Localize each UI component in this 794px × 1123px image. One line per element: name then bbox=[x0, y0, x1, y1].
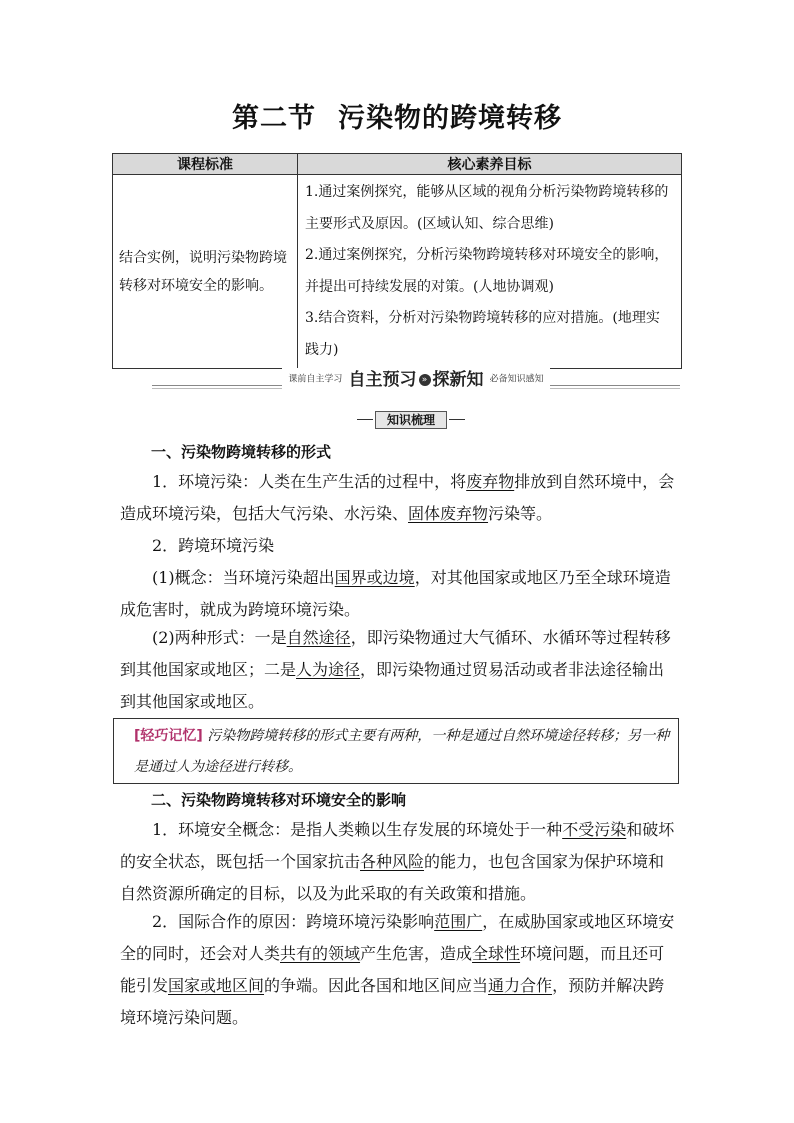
banner-left-caption: 课前自主学习 bbox=[288, 374, 343, 385]
paragraph-two-forms: (2)两种形式：一是自然途径，即污染物通过大气循环、水循环等过程转移到其他国家或地区；二是人为途径，即污染物通过贸易活动或者非法途径输出到其他国家或地区。 bbox=[120, 628, 671, 711]
literacy-item-3: 3.结合资料，分析对污染物跨境转移的应对措施。(地理实践力) bbox=[305, 310, 660, 358]
standard-cell: 结合实例，说明污染物跨境转移对环境安全的影响。 bbox=[113, 175, 298, 369]
banner-right-caption: 必备知识感知 bbox=[489, 374, 544, 385]
goals-table bbox=[112, 153, 682, 369]
memory-tip-text: 污染物跨境转移的形式主要有两种，一种是通过自然环境途径转移；另一种是通过人为途径进行转移。 bbox=[134, 728, 670, 775]
header-literacy: 核心素养目标 bbox=[298, 154, 682, 175]
paragraph-environment-security: 1．环境安全概念：是指人类赖以生存发展的环境处于一种不受污染和破坏的安全状态，既包括一个国家抗击各种风险的能力，也包含国家为保护环境和自然资源所确定的目标，以及为此采取的有关政策和措施。 bbox=[120, 820, 675, 903]
banner-title-1: 自主预习 bbox=[348, 369, 417, 390]
header-standard: 课程标准 bbox=[113, 154, 298, 175]
literacy-item-1: 1.通过案例探究，能够从区域的视角分析污染物跨境转移的主要形式及原因。(区域认知、综合思维) bbox=[305, 184, 669, 232]
memory-tip-box bbox=[113, 718, 679, 784]
section-heading-1: 一、污染物跨境转移的形式 bbox=[151, 443, 332, 461]
banner-title-2: 探新知 bbox=[432, 369, 484, 390]
knowledge-tag-label: 知识梳理 bbox=[375, 411, 447, 429]
paragraph-environment-pollution: 1．环境污染：人类在生产生活的过程中，将废弃物排放到自然环境中，会造成环境污染，包括大气污染、水污染、固体废弃物污染等。 bbox=[120, 472, 675, 523]
paragraph-cross-border: 2．跨境环境污染 bbox=[152, 536, 275, 555]
paragraph-international-cooperation: 2．国际合作的原因：跨境环境污染影响范围广，在威胁国家或地区环境安全的同时，还会对人类共有的领域产生危害，造成全球性环境问题，而且还可能引发国家或地区间的争端。因此各国和地区间应当通力合作，预防并解决跨境环境污染问题。 bbox=[120, 912, 675, 1027]
section-banner bbox=[152, 368, 680, 390]
section-title: 污染物的跨境转移 bbox=[338, 103, 562, 134]
knowledge-tag bbox=[357, 411, 465, 428]
page-title bbox=[0, 96, 794, 135]
paragraph-concept: (1)概念：当环境污染超出国界或边境，对其他国家或地区乃至全球环境造成危害时，就成为跨境环境污染。 bbox=[120, 568, 671, 619]
section-number: 第二节 bbox=[232, 103, 316, 134]
memory-tip-label: [轻巧记忆] bbox=[134, 728, 203, 744]
section-heading-2: 二、污染物跨境转移对环境安全的影响 bbox=[151, 791, 407, 809]
literacy-cell bbox=[298, 175, 682, 369]
double-arrow-icon: » bbox=[419, 374, 431, 386]
literacy-item-2: 2.通过案例探究，分析污染物跨境转移对环境安全的影响，并提出可持续发展的对策。(人地协调观) bbox=[305, 247, 669, 295]
